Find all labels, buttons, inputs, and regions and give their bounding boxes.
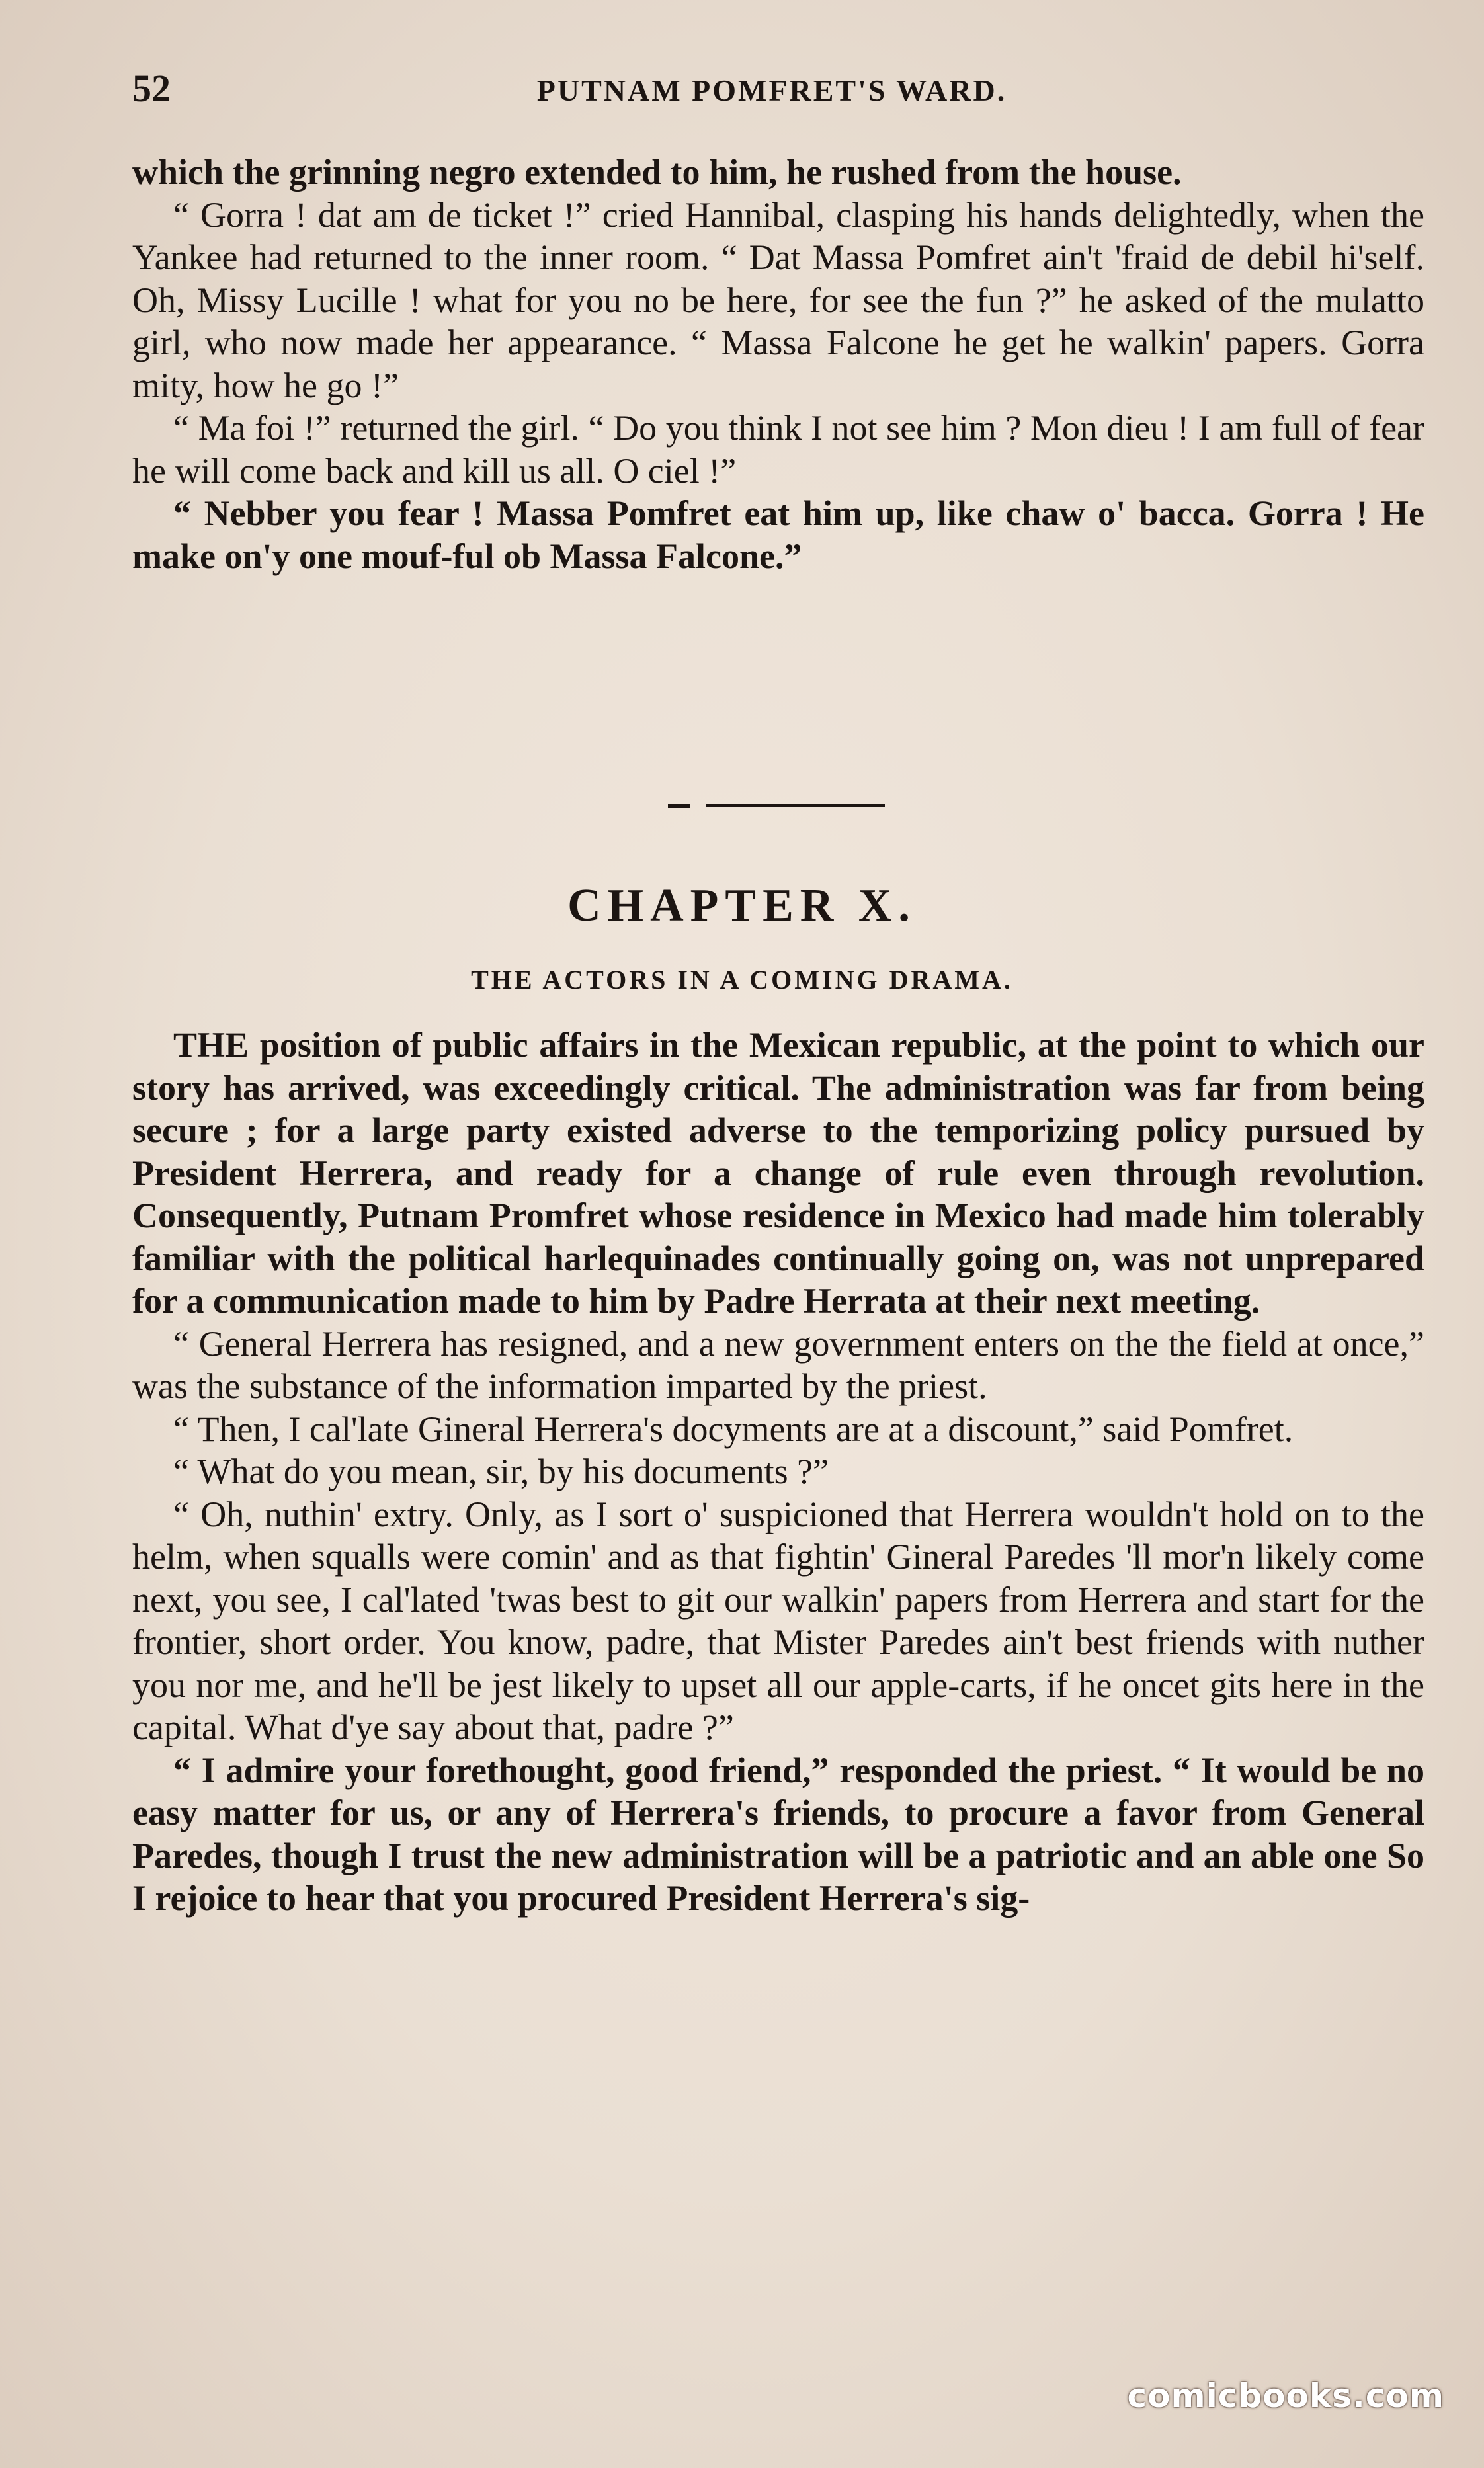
paragraph: “ What do you mean, sir, by his documents ?” bbox=[173, 1452, 829, 1491]
paragraph: “ General Herrera has resigned, and a new government enters on the the field at once,” was the substance of the information imparted by the priest. bbox=[132, 1323, 1424, 1406]
chapter-subtitle: THE ACTORS IN A COMING DRAMA. bbox=[471, 965, 1013, 995]
page-header bbox=[132, 66, 1411, 119]
chapter-title: CHAPTER X. bbox=[567, 880, 917, 931]
paragraph: “ I admire your forethought, good friend,” responded the priest. “ It would be no easy matter for us, or any of Herrera's friends, to procure a favor from General Paredes, though I trust the new administration will be a patriotic and an able one So I rejoice to hear that you procured President Herrera's sig- bbox=[132, 1750, 1424, 1918]
section-divider bbox=[0, 804, 1484, 812]
paragraph: “ Gorra ! dat am de ticket !” cried Hannibal, clasping his hands delightedly, when the Yankee had returned to the inner room. “ Dat Massa Pomfret ain't 'fraid de debil hi'self. Oh, Missy Lucille ! what for you no be here, for see the fun ?” he asked of the mulatto girl, who now made her appearance. “ Massa Falcone he get he walkin' papers. Gorra mity, how he go !” bbox=[132, 194, 1424, 405]
text-block-top bbox=[132, 151, 1424, 577]
divider-dash bbox=[668, 804, 690, 808]
page-number: 52 bbox=[132, 67, 171, 110]
paragraph: “ Then, I cal'late Gineral Herrera's docyments are at a discount,” said Pomfret. bbox=[173, 1409, 1294, 1449]
text-block-main bbox=[132, 1024, 1424, 1920]
paragraph: “ Ma foi !” returned the girl. “ Do you think I not see him ? Mon dieu ! I am full of fear he will come back and kill us all. O ciel !” bbox=[132, 408, 1424, 491]
divider-line bbox=[706, 804, 885, 807]
running-title: PUTNAM POMFRET'S WARD. bbox=[536, 73, 1007, 107]
watermark: comicbooks.com bbox=[1127, 2377, 1444, 2415]
paragraph: “ Oh, nuthin' extry. Only, as I sort o' suspicioned that Herrera wouldn't hold on to the helm, when squalls were comin' and as that fightin' Gineral Paredes 'll mor'n likely come next, you see, I cal'lated 'twas best to git our walkin' papers from Herrera and start for the frontier, short order. You know, padre, that Mister Paredes ain't best friends with nuther you nor me, and he'll be jest likely to upset all our apple-carts, if he oncet gits here in the capital. What d'ye say about that, padre ?” bbox=[132, 1494, 1424, 1747]
paragraph: “ Nebber you fear ! Massa Pomfret eat him up, like chaw o' bacca. Gorra ! He make on'y one mouf-ful ob Massa Falcone.” bbox=[132, 493, 1424, 576]
paragraph: which the grinning negro extended to him, he rushed from the house. bbox=[132, 152, 1182, 192]
paragraph: THE position of public affairs in the Mexican republic, at the point to which our story has arrived, was exceedingly critical. The administration was far from being secure ; for a large party existed adverse to the temporizing policy pursued by President Herrera, and ready for a change of rule even through revolution. Consequently, Putnam Promfret whose residence in Mexico had made him tolerably familiar with the political harlequinades continually going on, was not unprepared for a communication made to him by Padre Herrata at their next meeting. bbox=[132, 1025, 1424, 1321]
